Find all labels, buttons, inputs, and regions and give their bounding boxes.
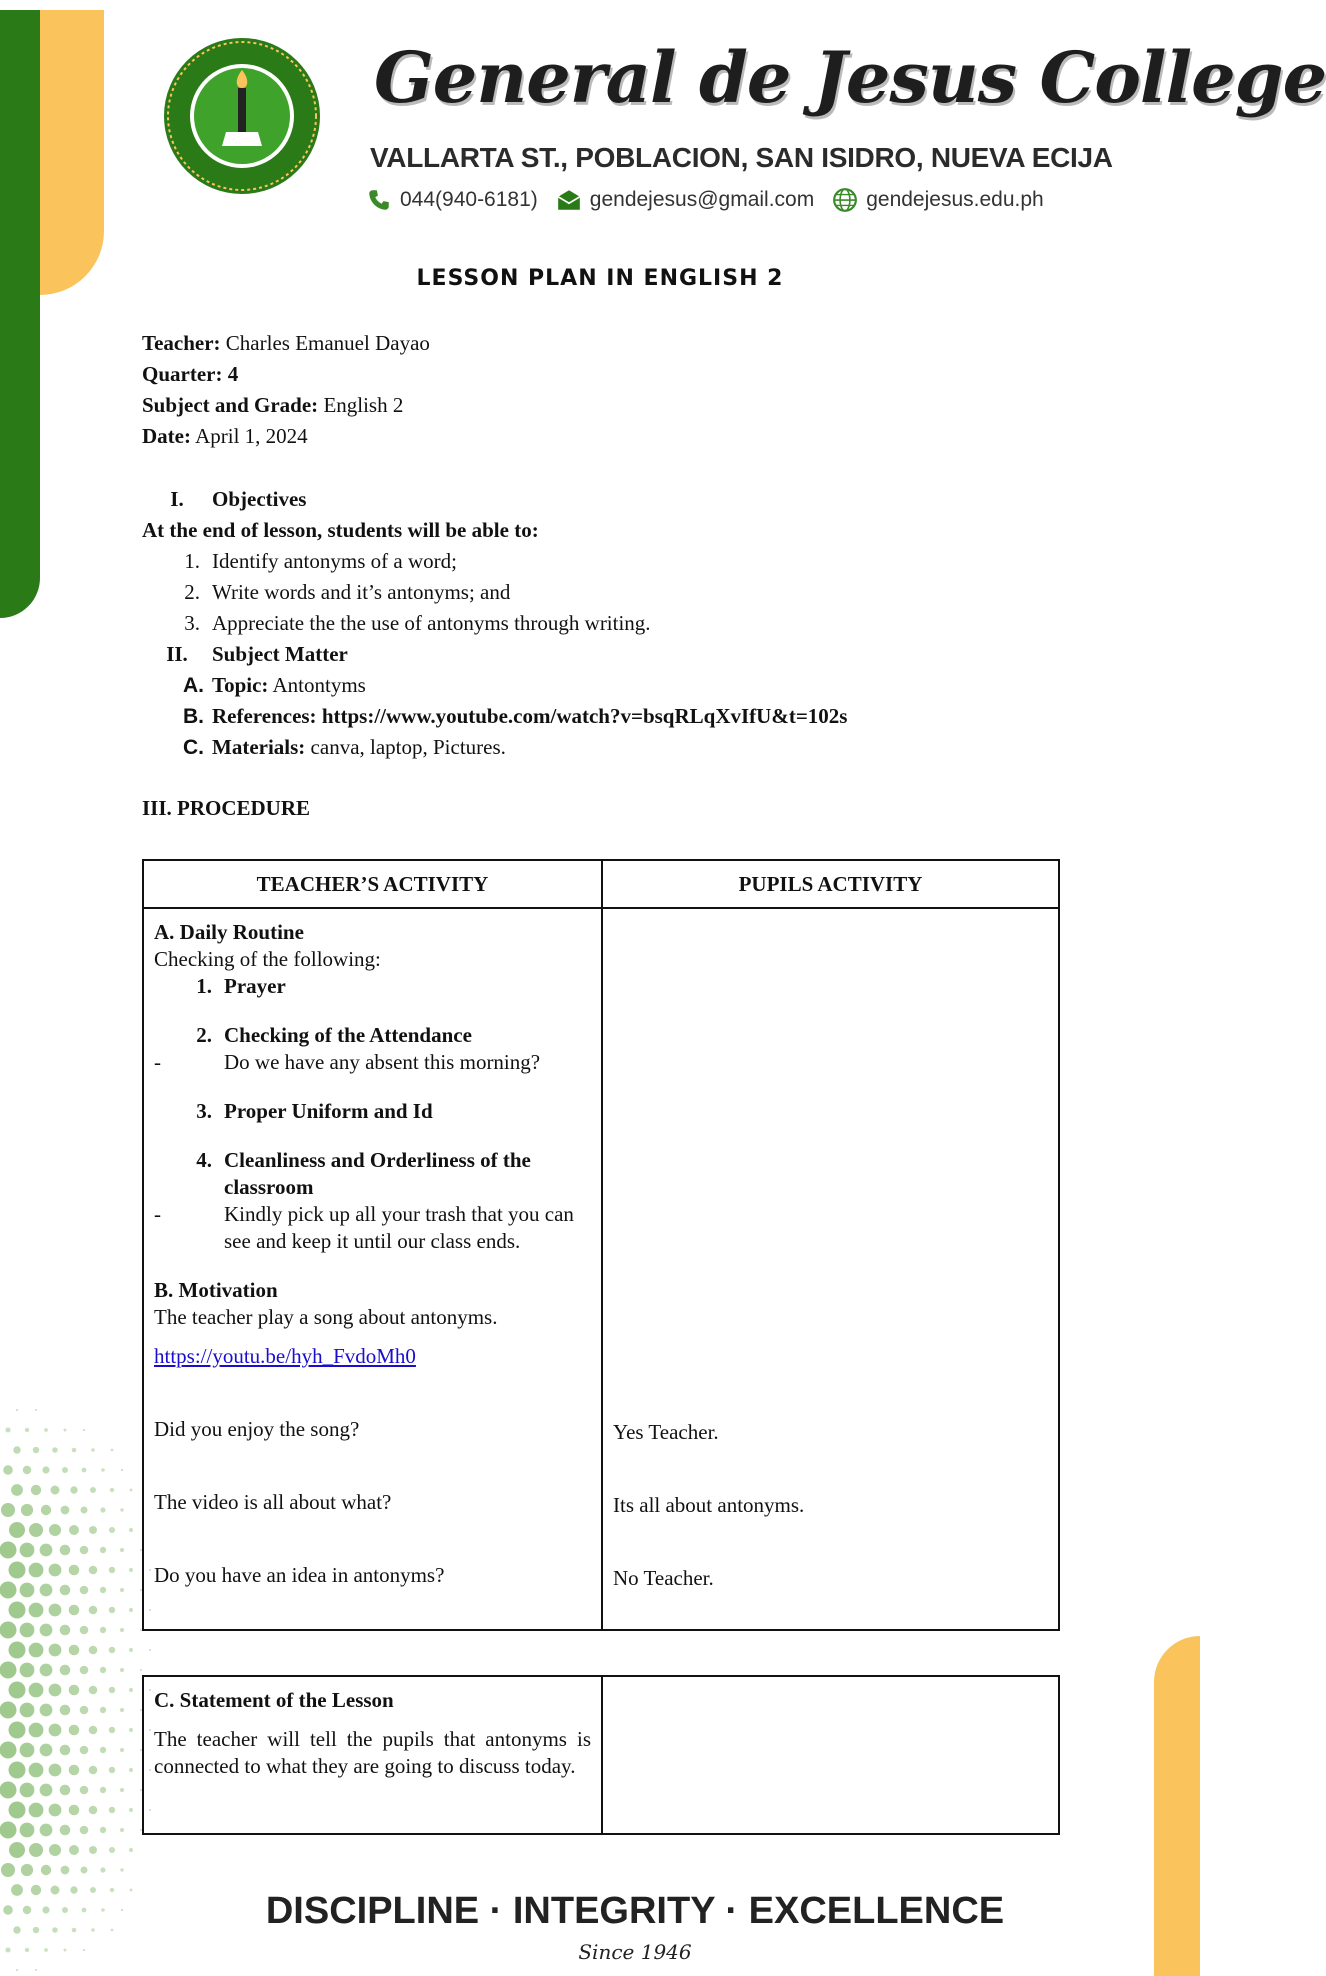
list-number: 1.	[196, 974, 212, 998]
checking-text: Checking of the following:	[154, 947, 381, 971]
list-number: 3.	[196, 1099, 212, 1123]
college-address: VALLARTA ST., POBLACION, SAN ISIDRO, NUEVA ECIJA	[370, 142, 1113, 173]
pupils-activity-header: PUPILS ACTIVITY	[602, 860, 1059, 908]
materials-label: Materials:	[212, 735, 306, 759]
cleanliness-instruction: Kindly pick up all your trash that you can see and keep it until our class ends.	[224, 1202, 574, 1253]
teacher-activity-cell	[143, 908, 602, 1630]
list-number: 3.	[184, 611, 200, 635]
statement-heading: C. Statement of the Lesson	[154, 1688, 394, 1712]
objective-item: Identify antonyms of a word;	[212, 549, 457, 573]
date-value: April 1, 2024	[195, 424, 308, 448]
list-letter: A.	[183, 674, 204, 697]
topic-value: Antontyms	[272, 673, 366, 697]
motivation-text: The teacher play a song about antonyms.	[154, 1305, 498, 1329]
objectives-intro: At the end of lesson, students will be able to:	[142, 518, 539, 542]
list-number: 1.	[184, 549, 200, 573]
college-motto: DISCIPLINE · INTEGRITY · EXCELLENCE	[265, 1890, 1005, 1932]
song-link[interactable]: https://youtu.be/hyh_FvdoMh0	[154, 1344, 416, 1368]
dash: -	[154, 1202, 161, 1226]
objectives-section	[142, 484, 1042, 763]
list-number: 4.	[196, 1148, 212, 1172]
globe-icon	[832, 187, 858, 213]
teacher-label: Teacher:	[142, 331, 221, 355]
contact-bar	[366, 187, 1044, 213]
objectives-heading: Objectives	[212, 487, 307, 511]
statement-cell	[143, 1676, 602, 1834]
subject-matter-heading: Subject Matter	[212, 642, 348, 666]
objective-item: Appreciate the the use of antonyms through writing.	[212, 611, 651, 635]
question-about: The video is all about what?	[154, 1490, 392, 1514]
daily-routine-heading: A. Daily Routine	[154, 920, 304, 944]
procedure-heading: III. PROCEDURE	[142, 796, 311, 820]
since-year: Since 1946	[578, 1940, 692, 1964]
answer-yes: Yes Teacher.	[613, 1420, 719, 1444]
routine-attendance: Checking of the Attendance	[224, 1023, 472, 1047]
list-number: 2.	[184, 580, 200, 604]
subject-label: Subject and Grade:	[142, 393, 319, 417]
objective-item: Write words and it’s antonyms; and	[212, 580, 511, 604]
statement-table	[142, 1675, 1060, 1835]
teacher-name: Charles Emanuel Dayao	[225, 331, 430, 355]
mail-icon	[556, 187, 582, 213]
quarter-label: Quarter: 4	[142, 362, 239, 386]
green-side-bar	[0, 10, 40, 618]
references-label: References:	[212, 704, 317, 728]
routine-uniform: Proper Uniform and Id	[224, 1099, 433, 1123]
attendance-question: Do we have any absent this morning?	[224, 1050, 541, 1074]
website: gendejesus.edu.ph	[866, 188, 1044, 211]
yellow-side-bar	[40, 10, 104, 295]
topic-label: Topic:	[212, 673, 269, 697]
statement-text: The teacher will tell the pupils that antonyms is connected to what they are going to discuss today.	[154, 1727, 591, 1778]
document-title: LESSON PLAN IN ENGLISH 2	[416, 266, 784, 291]
question-enjoy: Did you enjoy the song?	[154, 1417, 360, 1441]
answer-about: Its all about antonyms.	[613, 1493, 805, 1517]
statement-pupils-cell	[602, 1676, 1059, 1834]
dot-pattern-decoration	[0, 1380, 150, 1976]
email-address: gendejesus@gmail.com	[589, 188, 815, 211]
pupils-activity-cell	[602, 908, 1059, 1630]
lesson-info	[142, 328, 430, 452]
materials-value: canva, laptop, Pictures.	[310, 735, 506, 759]
phone-icon	[366, 187, 392, 213]
list-letter: B.	[183, 705, 204, 728]
question-idea: Do you have an idea in antonyms?	[154, 1563, 445, 1587]
section-numeral: II.	[166, 642, 188, 666]
routine-prayer: Prayer	[224, 974, 286, 998]
date-label: Date:	[142, 424, 191, 448]
references-url: https://www.youtube.com/watch?v=bsqRLqXvIfU&t=102s	[321, 704, 848, 728]
subject-value: English 2	[323, 393, 404, 417]
list-letter: C.	[183, 736, 204, 759]
list-number: 2.	[196, 1023, 212, 1047]
section-numeral: I.	[170, 487, 184, 511]
teacher-activity-header: TEACHER’S ACTIVITY	[143, 860, 602, 908]
college-seal-logo	[162, 36, 322, 196]
routine-cleanliness: Cleanliness and Orderliness of the classroom	[224, 1148, 531, 1199]
procedure-table	[142, 859, 1060, 1631]
motivation-heading: B. Motivation	[154, 1278, 278, 1302]
college-name: General de Jesus College	[374, 36, 1326, 119]
answer-no: No Teacher.	[613, 1566, 714, 1590]
phone-number: 044(940-6181)	[400, 188, 538, 211]
dash: -	[154, 1050, 161, 1074]
